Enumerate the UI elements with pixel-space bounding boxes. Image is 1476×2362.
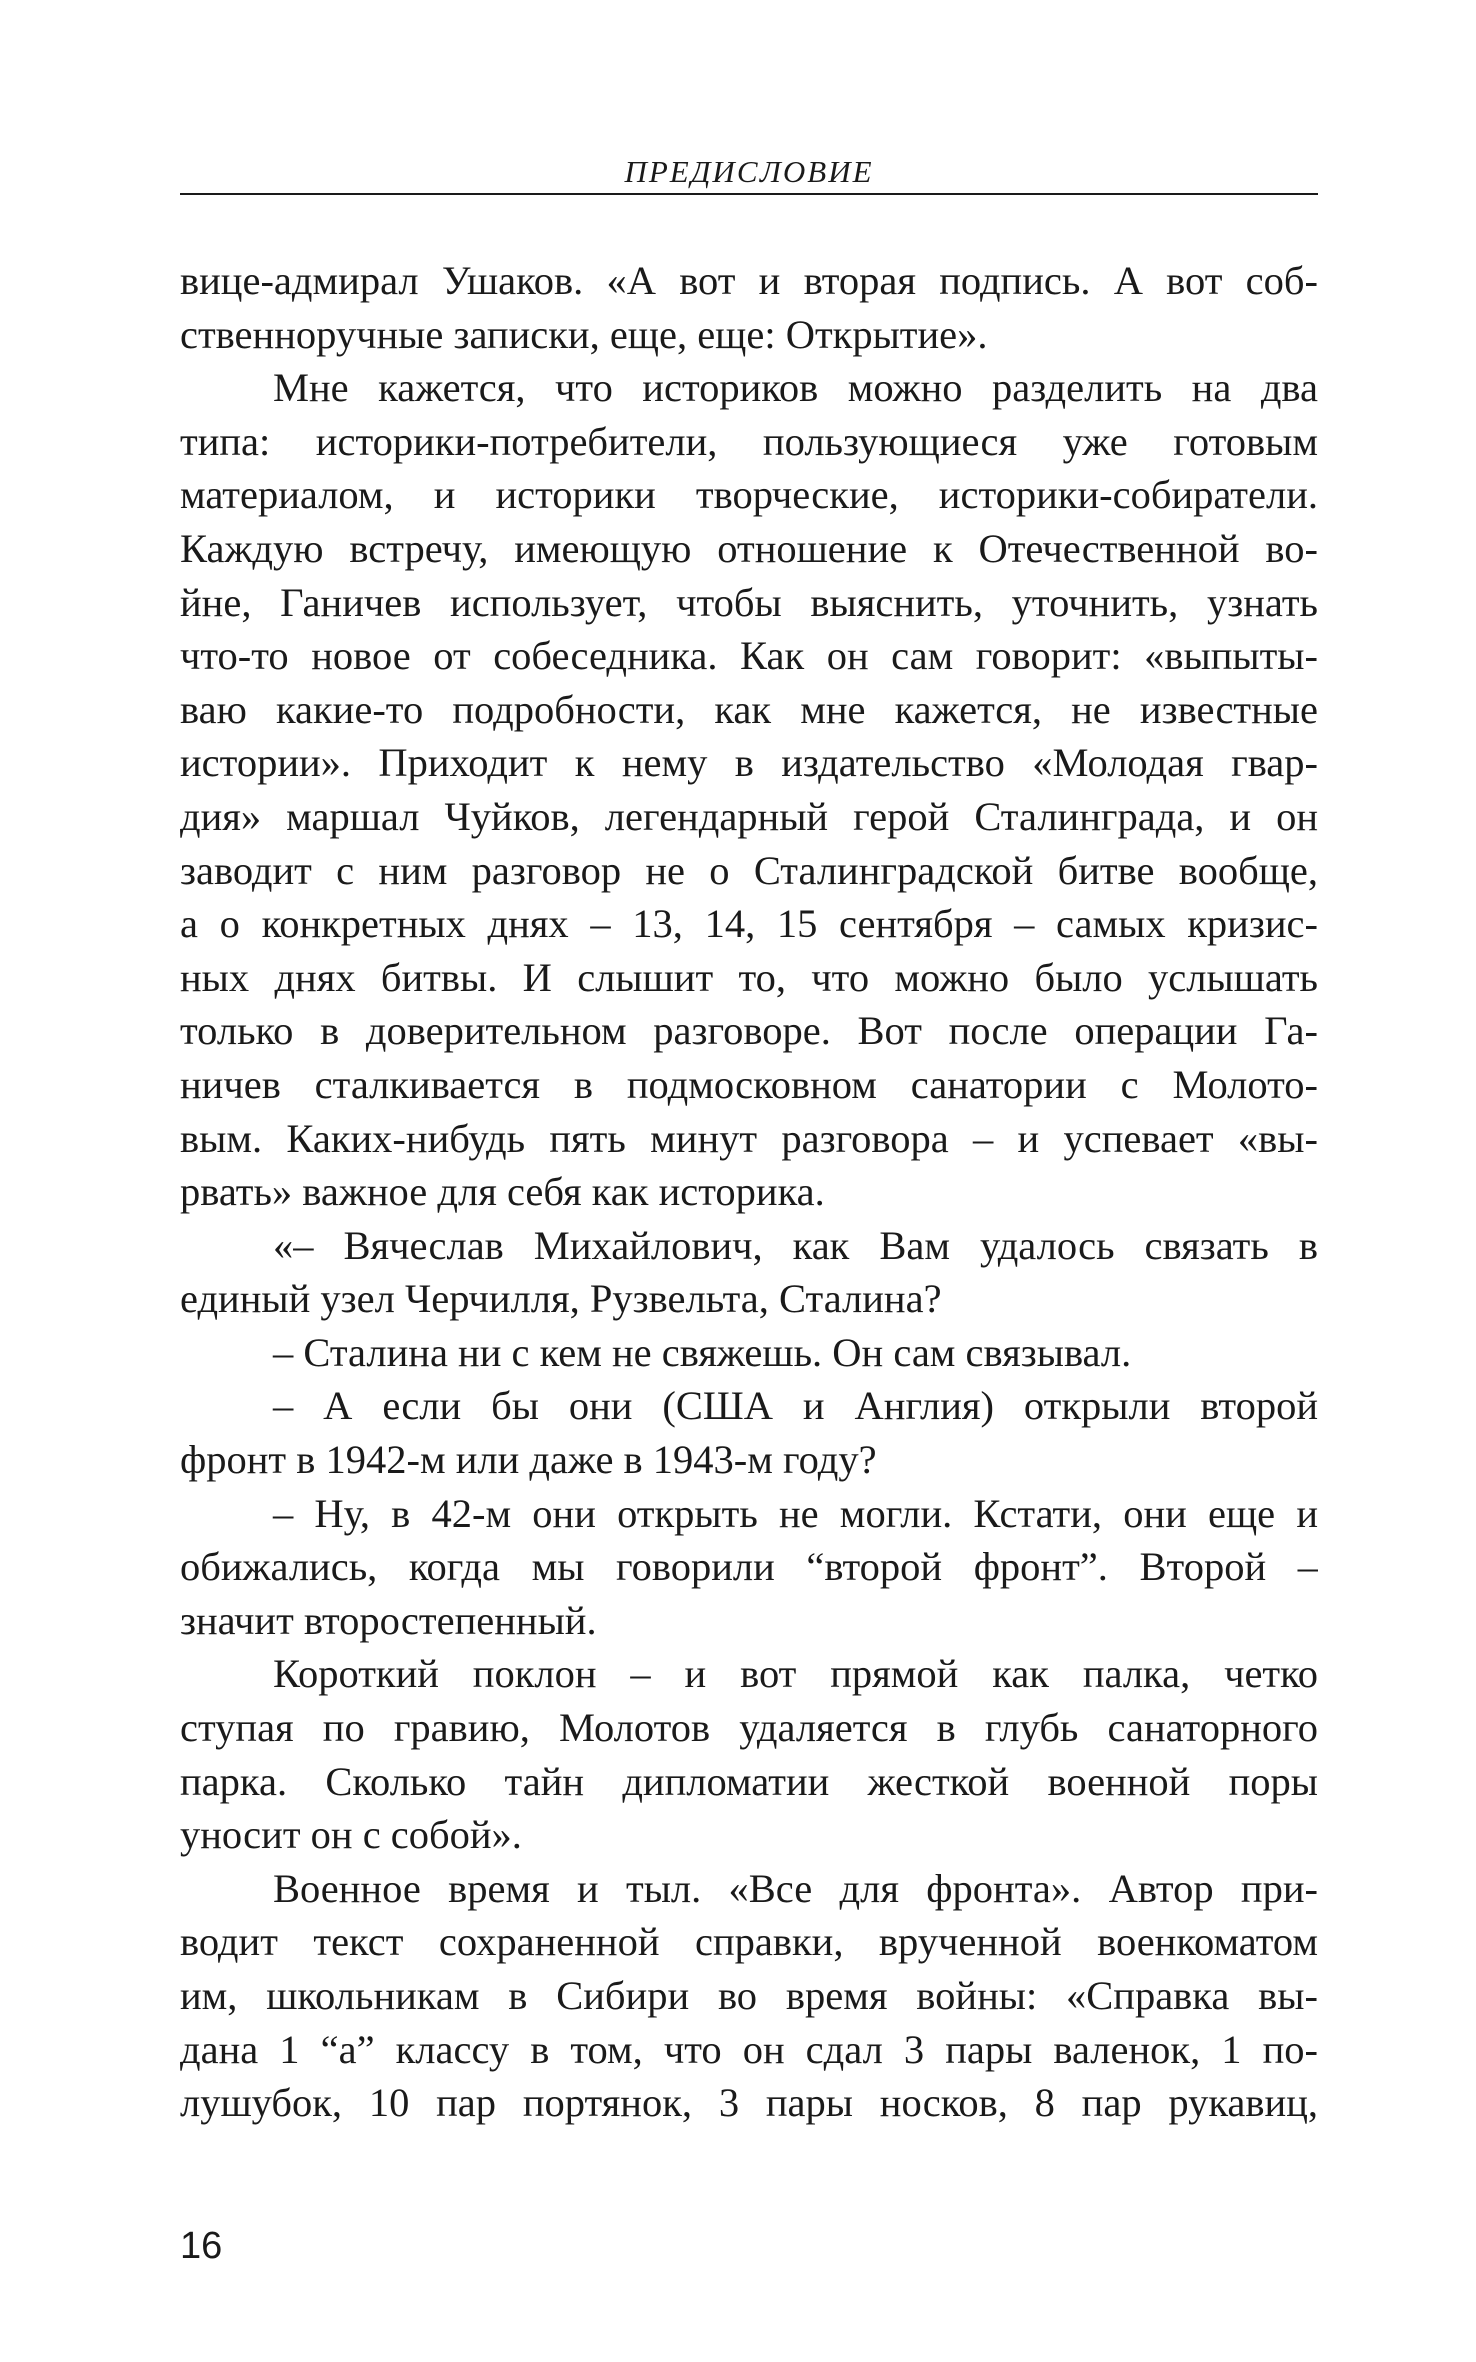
- page-number: 16: [180, 2225, 223, 2267]
- text-line: единый узел Черчилля, Рузвельта, Сталина?: [180, 1276, 942, 1322]
- text-line: дия» маршал Чуйков, легендарный герой Сталинграда, и он: [180, 793, 1318, 839]
- running-head-title: ПРЕДИСЛОВИЕ: [624, 154, 874, 189]
- text-line: вице-адмирал Ушаков. «А вот и вторая подпись. А вот соб-: [180, 258, 1318, 303]
- text-line: ничев сталкивается в подмосковном санатории с Молото-: [180, 1061, 1318, 1107]
- text-line: уносит он с собой».: [180, 1812, 522, 1858]
- text-line: Каждую встречу, имеющую отношение к Отечественной во-: [180, 525, 1318, 571]
- text-line: Военное время и тыл. «Все для фронта». Автор при-: [273, 1865, 1318, 1911]
- text-line: Короткий поклон – и вот прямой как палка, четко: [273, 1651, 1318, 1697]
- body-text: [180, 254, 1318, 2130]
- text-line: типа: историки-потребители, пользующиеся уже готовым: [180, 418, 1318, 464]
- text-line: – Сталина ни с кем не свяжешь. Он сам связывал.: [273, 1329, 1132, 1375]
- text-line: а о конкретных днях – 13, 14, 15 сентября – самых кризис-: [180, 901, 1318, 947]
- text-line: – Ну, в 42-м они открыть не могли. Кстати, они еще и: [273, 1490, 1318, 1536]
- header-rule: [180, 193, 1318, 195]
- text-line: значит второстепенный.: [180, 1597, 597, 1643]
- text-line: заводит с ним разговор не о Сталинградской битве вообще,: [180, 847, 1318, 893]
- text-line: парка. Сколько тайн дипломатии жесткой военной поры: [180, 1758, 1318, 1804]
- text-line: что-то новое от собеседника. Как он сам говорит: «выпыты-: [180, 633, 1318, 679]
- text-line: ступая по гравию, Молотов удаляется в глубь санаторного: [180, 1705, 1318, 1751]
- text-line: ных днях битвы. И слышит то, что можно было услышать: [180, 954, 1318, 1000]
- text-line: фронт в 1942-м или даже в 1943-м году?: [180, 1437, 877, 1483]
- text-line: лушубок, 10 пар портянок, 3 пары носков, 8 пар рукавиц,: [180, 2080, 1318, 2126]
- text-line: только в доверительном разговоре. Вот после операции Га-: [180, 1008, 1318, 1054]
- text-line: им, школьникам в Сибири во время войны: «Справка вы-: [180, 1973, 1318, 2018]
- text-line: истории». Приходит к нему в издательство «Молодая гвар-: [180, 740, 1318, 786]
- text-line: йне, Ганичев использует, чтобы выяснить, уточнить, узнать: [180, 579, 1318, 625]
- text-line: ственноручные записки, еще, еще: Открытие».: [180, 311, 988, 357]
- text-line: ваю какие-то подробности, как мне кажется, не известные: [180, 686, 1318, 732]
- text-line: дана 1 “а” классу в том, что он сдал 3 пары валенок, 1 по-: [180, 2026, 1318, 2072]
- text-line: Мне кажется, что историков можно разделить на два: [273, 365, 1318, 411]
- text-line: рвать» важное для себя как историка.: [180, 1169, 825, 1215]
- text-line: материалом, и историки творческие, историки-собиратели.: [180, 472, 1318, 518]
- text-line: – А если бы они (США и Англия) открыли второй: [273, 1383, 1318, 1429]
- text-line: вым. Каких-нибудь пять минут разговора – и успевает «вы-: [180, 1115, 1318, 1161]
- text-line: водит текст сохраненной справки, врученной военкоматом: [180, 1919, 1318, 1965]
- text-line: «– Вячеслав Михайлович, как Вам удалось связать в: [273, 1222, 1318, 1268]
- text-line: обижались, когда мы говорили “второй фронт”. Второй –: [180, 1544, 1318, 1590]
